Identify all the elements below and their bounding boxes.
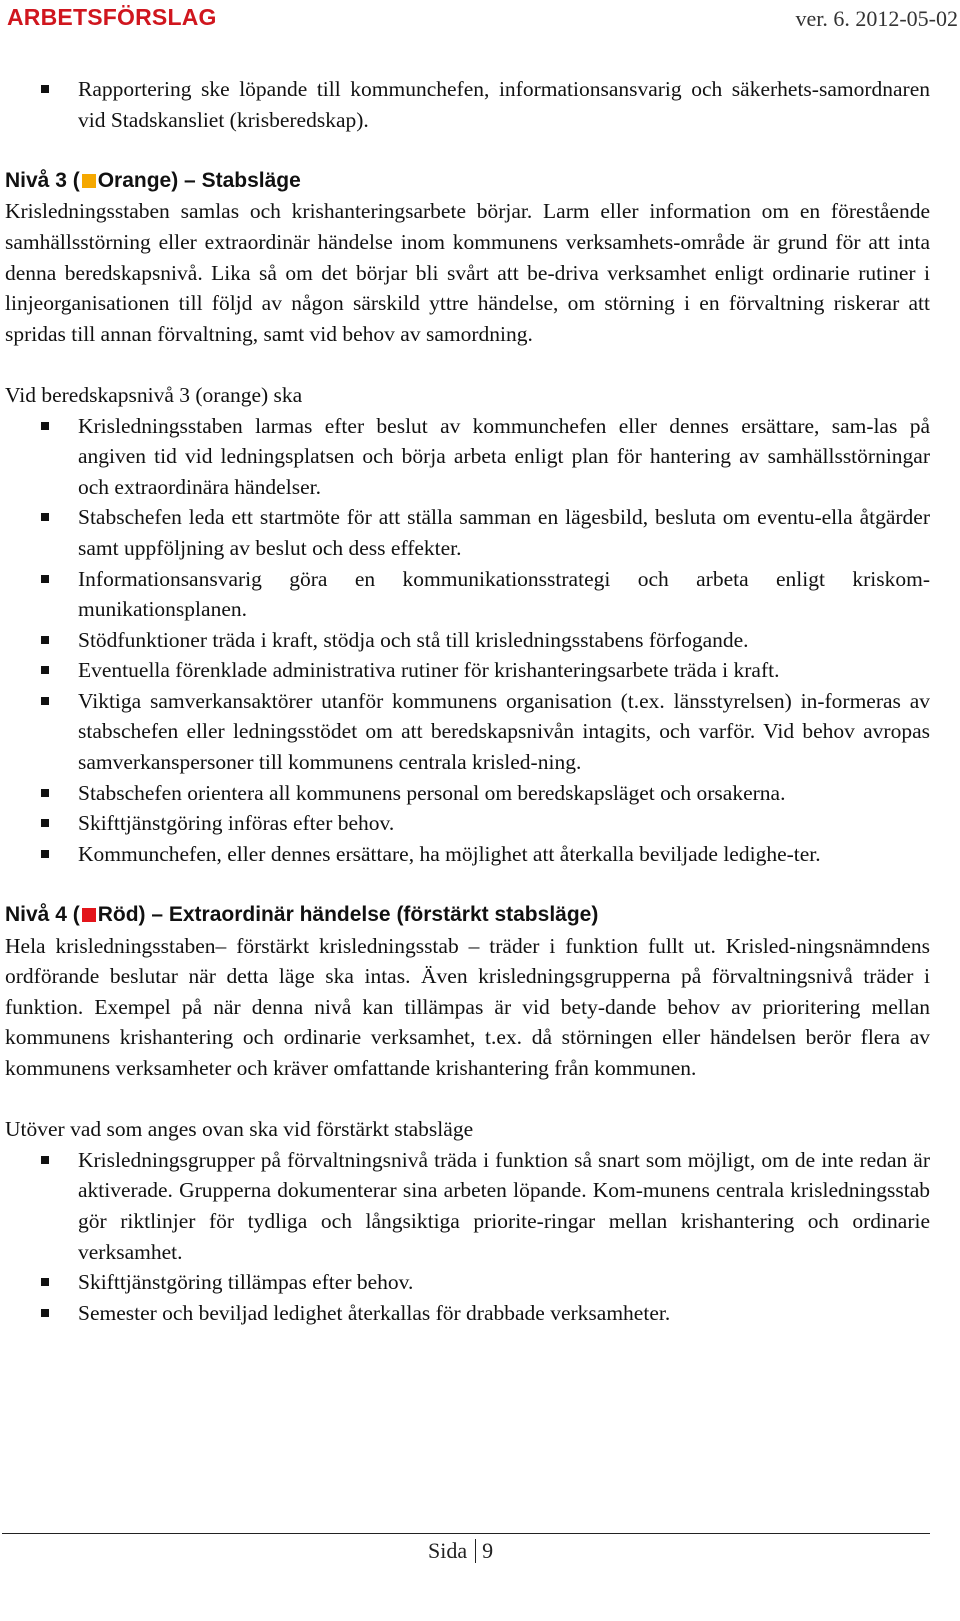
bullet-icon [41,819,49,827]
orange-square-icon [82,174,96,188]
page-footer [428,1538,493,1564]
red-square-icon [82,908,96,922]
document-header-title: ARBETSFÖRSLAG [7,4,217,30]
level3-heading: Nivå 3 ( Orange) – Stabsläge [5,168,301,192]
bullet-icon [41,789,49,797]
level4-paragraph: Hela krisledningsstaben– förstärkt krisledningsstab – träder i funktion fullt ut. Krisled-ningsnämndens ordförande beslutar när detta läge ska intas. Även krisledningsgrupperna på förvaltningsnivå träder i funktion. Exempel på när denna nivå kan tillämpas är vid bety-dande behov av prioritering mellan kommunens krishantering och ordinarie verksamhet, t.ex. då störningen eller händelsen berör flera av kommunens verksamheter och kräver omfattande krishantering från kommunen. [5,933,930,1080]
bullet-icon [41,1156,49,1164]
bullet-icon [41,575,49,583]
document-version: ver. 6. 2012-05-02 [795,6,958,31]
bullet-icon [41,697,49,705]
list-item: Informationsansvarig göra en kommunikationsstrategi och arbeta enligt kriskom-munikationsplanen. [5,564,930,625]
document-body [5,74,930,1328]
level4-heading: Nivå 4 ( Röd) – Extraordinär händelse (förstärkt stabsläge) [5,903,599,927]
page-label: Sida [428,1538,468,1563]
level4-lead: Utöver vad som anges ovan ska vid förstärkt stabsläge [5,1117,474,1142]
level3-paragraph: Krisledningsstaben samlas och krishanteringsarbete börjar. Larm eller information om en förestående samhällsstörning eller extraordinär händelse inom kommunens verksamhets-område är grund för att inta denna beredskapsnivå. Lika så om det börjar bli svårt att be-driva verksamhet enligt ordinarie rutiner i linjeorganisationen till följd av någon särskild yttre händelse, om störning i en förvaltning riskerar att spridas till annan förvaltning, samt vid behov av samordning. [5,199,930,346]
footer-divider [2,1533,930,1534]
list-item: Kommunchefen, eller dennes ersättare, ha möjlighet att återkalla beviljade ledighe-ter. [5,839,930,870]
list-item: Stabschefen orientera all kommunens personal om beredskapsläget och orsakerna. [5,778,930,809]
level3-lead: Vid beredskapsnivå 3 (orange) ska [5,382,303,407]
list-item: Krisledningsstaben larmas efter beslut av kommunchefen eller dennes ersättare, sam-las på angiven tid vid ledningsplatsen och börja arbeta enligt plan för hantering av samhällsstörningar och extraordinära händelser. [5,411,930,503]
level4-bullet-list [5,1145,930,1329]
intro-bullet-list [5,74,930,135]
bullet-icon [41,666,49,674]
bullet-icon [41,636,49,644]
level3-bullet-list [5,411,930,870]
bullet-icon [41,850,49,858]
list-item: Rapportering ske löpande till kommunchefen, informationsansvarig och säkerhets-samordnaren vid Stadskansliet (krisberedskap). [5,74,930,135]
footer-separator [475,1539,476,1563]
list-item: Stabschefen leda ett startmöte för att ställa samman en lägesbild, besluta om eventu-ella åtgärder samt uppföljning av beslut och dess effekter. [5,502,930,563]
list-item: Krisledningsgrupper på förvaltningsnivå träda i funktion så snart som möjligt, om de inte redan är aktiverade. Grupperna dokumenterar sina arbeten löpande. Kom-munens centrala krisledningsstab gör riktlinjer för tydliga och långsiktiga priorite-ringar mellan krishantering och ordinarie verksamhet. [5,1145,930,1267]
list-item: Viktiga samverkansaktörer utanför kommunens organisation (t.ex. länsstyrelsen) in-formeras av stabschefen eller ledningsstödet om att beredskapsnivån intagits, och varför. Vid behov avropas samverkanspersoner till kommunens centrala krisled-ning. [5,686,930,778]
bullet-icon [41,1309,49,1317]
bullet-icon [41,85,49,93]
bullet-icon [41,1278,49,1286]
bullet-icon [41,422,49,430]
list-item: Stödfunktioner träda i kraft, stödja och stå till krisledningsstabens förfogande. [5,625,930,656]
list-item: Skifttjänstgöring införas efter behov. [5,808,930,839]
list-item: Skifttjänstgöring tillämpas efter behov. [5,1267,930,1298]
list-item: Eventuella förenklade administrativa rutiner för krishanteringsarbete träda i kraft. [5,655,930,686]
page-number: 9 [482,1538,494,1563]
bullet-icon [41,513,49,521]
list-item: Semester och beviljad ledighet återkallas för drabbade verksamheter. [5,1298,930,1329]
